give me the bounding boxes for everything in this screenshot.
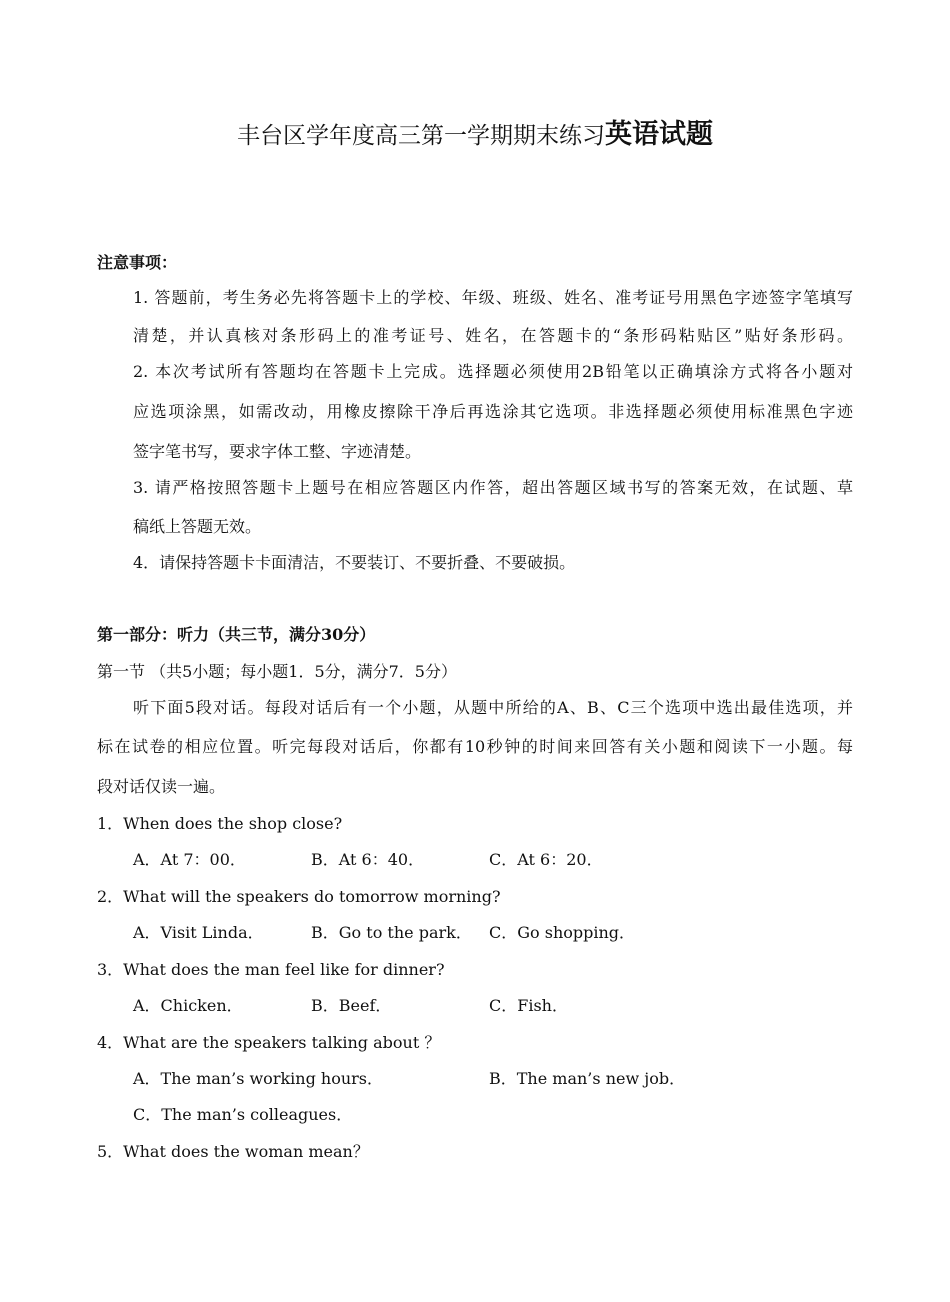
question-4-option-b: B．The man’s new job． (489, 1069, 686, 1088)
question-1: 1．When does the shop close? (97, 814, 343, 833)
question-3-option-b: B．Beef． (311, 996, 392, 1015)
notice-line: 3. 请严格按照答题卡上题号在相应答题区内作答，超出答题区域书写的答案无效，在试题、草 (133, 478, 853, 497)
question-3-option-c: C．Fish． (489, 996, 568, 1015)
part1-heading: 第一部分：听力（共三节，满分30分） (97, 625, 376, 644)
notice-line: 稿纸上答题无效。 (133, 517, 262, 536)
section1-heading: 第一节 （共5小题；每小题1．5分，满分7．5分） (97, 662, 457, 681)
question-3-option-a: A．Chicken． (133, 996, 243, 1015)
page-title (0, 112, 950, 151)
question-4: 4．What are the speakers talking about ？ (97, 1033, 441, 1052)
question-1-option-c: C．At 6：20． (489, 850, 603, 869)
question-2-option-b: B．Go to the park． (311, 923, 472, 942)
instruction-line: 听下面5段对话。每段对话后有一个小题，从题中所给的A、B、C三个选项中选出最佳选项，并 (133, 698, 853, 717)
question-1-option-a: A．At 7：00． (133, 850, 246, 869)
question-1-option-b: B．At 6：40． (311, 850, 425, 869)
notice-line: 签字笔书写，要求字体工整、字迹清楚。 (133, 442, 422, 461)
instruction-line: 段对话仅读一遍。 (97, 777, 226, 796)
question-4-option-a: A．The man’s working hours． (133, 1069, 384, 1088)
notice-line: 应选项涂黑，如需改动，用橡皮擦除干净后再选涂其它选项。非选择题必须使用标准黑色字迹 (133, 402, 853, 421)
instruction-line: 标在试卷的相应位置。听完每段对话后，你都有10秒钟的时间来回答有关小题和阅读下一小题。每 (97, 737, 853, 756)
notice-line: 2. 本次考试所有答题均在答题卡上完成。选择题必须使用2B铅笔以正确填涂方式将各小题对 (133, 362, 853, 381)
question-4-option-c: C．The man’s colleagues． (133, 1105, 353, 1124)
notice-line: 1. 答题前，考生务必先将答题卡上的学校、年级、班级、姓名、准考证号用黑色字迹签字笔填写 (133, 288, 853, 307)
notice-heading: 注意事项： (97, 253, 178, 272)
notice-line: 清楚，并认真核对条形码上的准考证号、姓名，在答题卡的“条形码粘贴区”贴好条形码。 (133, 326, 853, 345)
question-2-option-a: A．Visit Linda． (133, 923, 264, 942)
title-main: 丰台区学年度高三第一学期期末练习 (237, 123, 605, 149)
question-3: 3．What does the man feel like for dinner? (97, 960, 445, 979)
notice-line: 4．请保持答题卡卡面清洁，不要装订、不要折叠、不要破损。 (133, 553, 576, 572)
question-2: 2．What will the speakers do tomorrow morning? (97, 887, 501, 906)
question-5: 5．What does the woman mean？ (97, 1142, 369, 1161)
question-2-option-c: C．Go shopping． (489, 923, 636, 942)
title-subject: 英语试题 (605, 119, 713, 150)
